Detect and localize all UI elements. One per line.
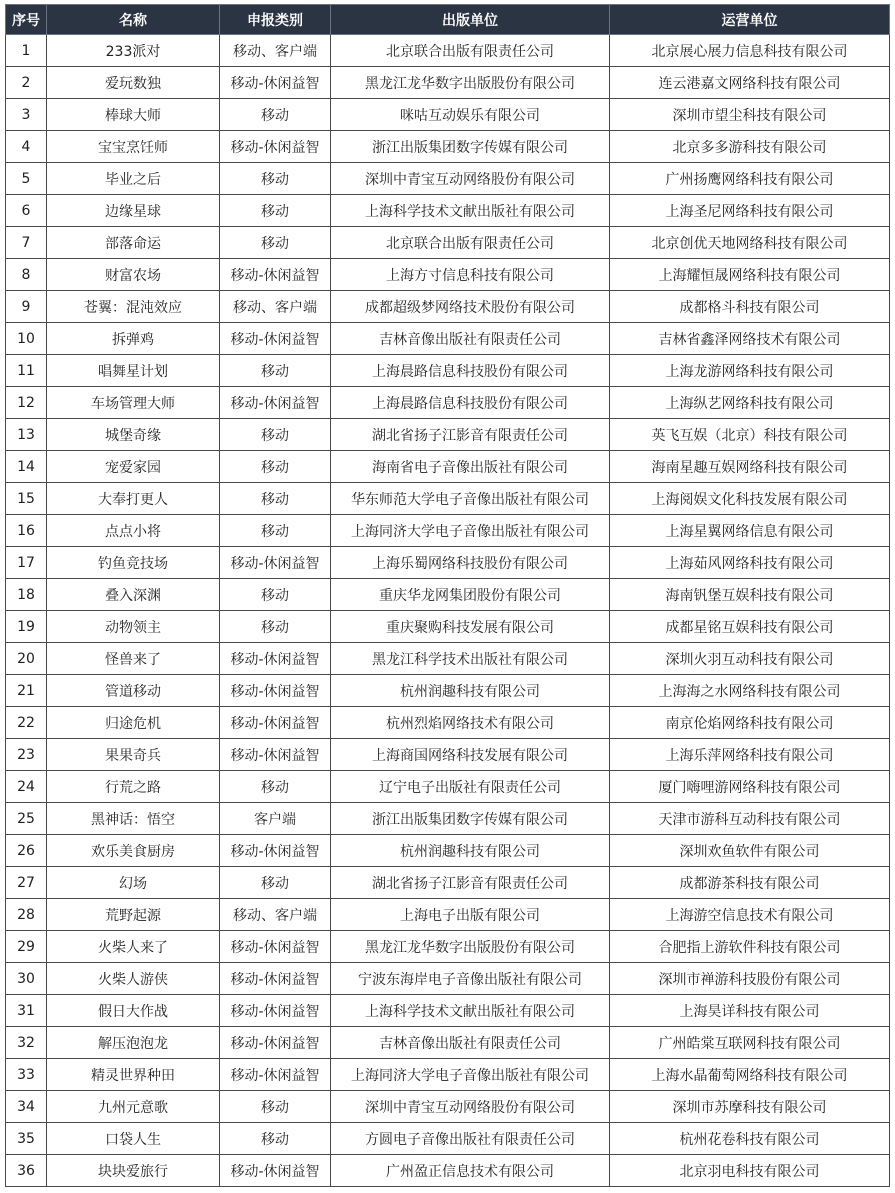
cell-index: 32	[6, 1027, 47, 1059]
table-row	[6, 707, 890, 739]
cell-game-name: 宠爱家园	[47, 451, 220, 483]
cell-publisher: 吉林音像出版社有限责任公司	[331, 323, 610, 355]
cell-category: 移动	[220, 163, 331, 195]
cell-game-name: 车场管理大师	[47, 387, 220, 419]
cell-category: 移动-休闲益智	[220, 963, 331, 995]
cell-operator: 连云港嘉文网络科技有限公司	[610, 67, 890, 99]
cell-index: 30	[6, 963, 47, 995]
cell-game-name: 宝宝烹饪师	[47, 131, 220, 163]
cell-category: 移动	[220, 227, 331, 259]
cell-publisher: 吉林音像出版社有限责任公司	[331, 1027, 610, 1059]
cell-game-name: 块块爱旅行	[47, 1155, 220, 1187]
cell-operator: 吉林省鑫泽网络技术有限公司	[610, 323, 890, 355]
cell-category: 移动	[220, 195, 331, 227]
cell-operator: 上海龙游网络科技有限公司	[610, 355, 890, 387]
cell-index: 29	[6, 931, 47, 963]
cell-operator: 上海阅娱文化科技发展有限公司	[610, 483, 890, 515]
cell-publisher: 华东师范大学电子音像出版社有限公司	[331, 483, 610, 515]
cell-publisher: 上海电子出版有限公司	[331, 899, 610, 931]
cell-operator: 杭州花卷科技有限公司	[610, 1123, 890, 1155]
cell-game-name: 口袋人生	[47, 1123, 220, 1155]
cell-category: 移动、客户端	[220, 35, 331, 67]
cell-index: 18	[6, 579, 47, 611]
cell-operator: 北京多多游科技有限公司	[610, 131, 890, 163]
cell-game-name: 幻场	[47, 867, 220, 899]
cell-publisher: 浙江出版集团数字传媒有限公司	[331, 131, 610, 163]
cell-publisher: 北京联合出版有限责任公司	[331, 227, 610, 259]
table-row	[6, 67, 890, 99]
cell-game-name: 归途危机	[47, 707, 220, 739]
cell-operator: 上海昊详科技有限公司	[610, 995, 890, 1027]
table-row	[6, 675, 890, 707]
cell-game-name: 火柴人游侠	[47, 963, 220, 995]
cell-game-name: 苍翼：混沌效应	[47, 291, 220, 323]
cell-operator: 深圳市苏摩科技有限公司	[610, 1091, 890, 1123]
cell-game-name: 精灵世界种田	[47, 1059, 220, 1091]
cell-operator: 天津市游科互动科技有限公司	[610, 803, 890, 835]
game-approval-table	[5, 4, 890, 1187]
cell-publisher: 上海同济大学电子音像出版社有限公司	[331, 515, 610, 547]
cell-game-name: 火柴人来了	[47, 931, 220, 963]
cell-publisher: 成都超级梦网络技术股份有限公司	[331, 291, 610, 323]
cell-index: 11	[6, 355, 47, 387]
cell-category: 移动-休闲益智	[220, 259, 331, 291]
cell-publisher: 深圳中青宝互动网络股份有限公司	[331, 1091, 610, 1123]
cell-index: 28	[6, 899, 47, 931]
cell-game-name: 边缘星球	[47, 195, 220, 227]
cell-index: 1	[6, 35, 47, 67]
cell-category: 移动-休闲益智	[220, 675, 331, 707]
cell-category: 移动	[220, 611, 331, 643]
cell-publisher: 上海同济大学电子音像出版社有限公司	[331, 1059, 610, 1091]
cell-game-name: 怪兽来了	[47, 643, 220, 675]
cell-game-name: 城堡奇缘	[47, 419, 220, 451]
cell-category: 移动-休闲益智	[220, 707, 331, 739]
cell-operator: 北京羽电科技有限公司	[610, 1155, 890, 1187]
table-row	[6, 643, 890, 675]
cell-game-name: 欢乐美食厨房	[47, 835, 220, 867]
table-row	[6, 1123, 890, 1155]
cell-index: 21	[6, 675, 47, 707]
cell-category: 移动-休闲益智	[220, 931, 331, 963]
cell-operator: 南京伦焰网络科技有限公司	[610, 707, 890, 739]
cell-index: 36	[6, 1155, 47, 1187]
cell-operator: 上海乐萍网络科技有限公司	[610, 739, 890, 771]
cell-category: 移动-休闲益智	[220, 323, 331, 355]
cell-operator: 合肥指上游软件科技有限公司	[610, 931, 890, 963]
cell-index: 6	[6, 195, 47, 227]
cell-category: 移动	[220, 99, 331, 131]
cell-game-name: 管道移动	[47, 675, 220, 707]
cell-game-name: 叠入深渊	[47, 579, 220, 611]
cell-publisher: 广州盈正信息技术有限公司	[331, 1155, 610, 1187]
header-row	[6, 5, 890, 35]
cell-category: 移动	[220, 1091, 331, 1123]
cell-operator: 上海纵艺网络科技有限公司	[610, 387, 890, 419]
cell-category: 移动-休闲益智	[220, 1155, 331, 1187]
table-row	[6, 323, 890, 355]
cell-index: 31	[6, 995, 47, 1027]
table-row	[6, 419, 890, 451]
table-row	[6, 99, 890, 131]
cell-game-name: 拆弹鸡	[47, 323, 220, 355]
cell-category: 移动	[220, 355, 331, 387]
cell-index: 34	[6, 1091, 47, 1123]
cell-operator: 上海海之水网络科技有限公司	[610, 675, 890, 707]
cell-category: 移动、客户端	[220, 291, 331, 323]
header-name: 名称	[47, 5, 220, 35]
cell-category: 移动-休闲益智	[220, 739, 331, 771]
cell-category: 移动-休闲益智	[220, 643, 331, 675]
cell-game-name: 动物领主	[47, 611, 220, 643]
cell-category: 移动、客户端	[220, 899, 331, 931]
cell-publisher: 上海晨路信息科技股份有限公司	[331, 387, 610, 419]
cell-category: 移动-休闲益智	[220, 131, 331, 163]
cell-category: 移动	[220, 419, 331, 451]
cell-index: 17	[6, 547, 47, 579]
cell-index: 19	[6, 611, 47, 643]
cell-publisher: 黑龙江科学技术出版社有限公司	[331, 643, 610, 675]
cell-game-name: 果果奇兵	[47, 739, 220, 771]
cell-operator: 深圳市望尘科技有限公司	[610, 99, 890, 131]
cell-publisher: 黑龙江龙华数字出版股份有限公司	[331, 67, 610, 99]
cell-index: 24	[6, 771, 47, 803]
cell-operator: 成都格斗科技有限公司	[610, 291, 890, 323]
table-row	[6, 451, 890, 483]
cell-game-name: 黑神话：悟空	[47, 803, 220, 835]
cell-publisher: 宁波东海岸电子音像出版社有限公司	[331, 963, 610, 995]
cell-publisher: 海南省电子音像出版社有限公司	[331, 451, 610, 483]
cell-category: 移动	[220, 451, 331, 483]
cell-category: 移动-休闲益智	[220, 995, 331, 1027]
cell-game-name: 棒球大师	[47, 99, 220, 131]
table-row	[6, 867, 890, 899]
cell-game-name: 假日大作战	[47, 995, 220, 1027]
cell-publisher: 上海科学技术文献出版社有限公司	[331, 195, 610, 227]
table-row	[6, 483, 890, 515]
cell-category: 移动	[220, 867, 331, 899]
cell-publisher: 咪咕互动娱乐有限公司	[331, 99, 610, 131]
cell-index: 27	[6, 867, 47, 899]
table-row	[6, 131, 890, 163]
header-index: 序号	[6, 5, 47, 35]
cell-game-name: 部落命运	[47, 227, 220, 259]
cell-operator: 广州皓棠互联网科技有限公司	[610, 1027, 890, 1059]
cell-index: 20	[6, 643, 47, 675]
table-row	[6, 1091, 890, 1123]
cell-game-name: 解压泡泡龙	[47, 1027, 220, 1059]
cell-publisher: 上海晨路信息科技股份有限公司	[331, 355, 610, 387]
cell-operator: 北京创优天地网络科技有限公司	[610, 227, 890, 259]
cell-publisher: 深圳中青宝互动网络股份有限公司	[331, 163, 610, 195]
cell-index: 10	[6, 323, 47, 355]
cell-category: 移动-休闲益智	[220, 67, 331, 99]
cell-category: 移动	[220, 1123, 331, 1155]
cell-operator: 成都星铭互娱科技有限公司	[610, 611, 890, 643]
table-row	[6, 931, 890, 963]
table-row	[6, 771, 890, 803]
cell-publisher: 黑龙江龙华数字出版股份有限公司	[331, 931, 610, 963]
table-row	[6, 1027, 890, 1059]
cell-game-name: 233派对	[47, 35, 220, 67]
cell-publisher: 上海商国网络科技发展有限公司	[331, 739, 610, 771]
cell-game-name: 毕业之后	[47, 163, 220, 195]
cell-game-name: 财富农场	[47, 259, 220, 291]
cell-game-name: 大奉打更人	[47, 483, 220, 515]
cell-index: 7	[6, 227, 47, 259]
cell-index: 26	[6, 835, 47, 867]
table-header	[6, 5, 890, 35]
cell-index: 16	[6, 515, 47, 547]
cell-game-name: 点点小将	[47, 515, 220, 547]
table-row	[6, 35, 890, 67]
cell-operator: 海南星趣互娱网络科技有限公司	[610, 451, 890, 483]
table-row	[6, 547, 890, 579]
table-row	[6, 195, 890, 227]
cell-operator: 成都游茶科技有限公司	[610, 867, 890, 899]
cell-operator: 上海耀恒晟网络科技有限公司	[610, 259, 890, 291]
header-category: 申报类别	[220, 5, 331, 35]
cell-index: 3	[6, 99, 47, 131]
header-operator: 运营单位	[610, 5, 890, 35]
cell-category: 移动	[220, 771, 331, 803]
cell-index: 12	[6, 387, 47, 419]
cell-game-name: 九州元意歌	[47, 1091, 220, 1123]
cell-category: 移动	[220, 515, 331, 547]
cell-operator: 海南钒堡互娱科技有限公司	[610, 579, 890, 611]
cell-operator: 北京展心展力信息科技有限公司	[610, 35, 890, 67]
cell-operator: 上海圣尼网络科技有限公司	[610, 195, 890, 227]
header-publisher: 出版单位	[331, 5, 610, 35]
cell-index: 33	[6, 1059, 47, 1091]
cell-publisher: 重庆聚购科技发展有限公司	[331, 611, 610, 643]
cell-index: 4	[6, 131, 47, 163]
cell-operator: 广州扬鹰网络科技有限公司	[610, 163, 890, 195]
cell-index: 5	[6, 163, 47, 195]
table-row	[6, 291, 890, 323]
cell-operator: 厦门嗨哩游网络科技有限公司	[610, 771, 890, 803]
cell-publisher: 湖北省扬子江影音有限责任公司	[331, 867, 610, 899]
cell-category: 移动-休闲益智	[220, 1027, 331, 1059]
cell-publisher: 杭州润趣科技有限公司	[331, 675, 610, 707]
cell-index: 35	[6, 1123, 47, 1155]
table-row	[6, 963, 890, 995]
cell-index: 14	[6, 451, 47, 483]
cell-category: 客户端	[220, 803, 331, 835]
table-row	[6, 739, 890, 771]
cell-operator: 深圳火羽互动科技有限公司	[610, 643, 890, 675]
table-row	[6, 611, 890, 643]
table-row	[6, 1059, 890, 1091]
cell-publisher: 湖北省扬子江影音有限责任公司	[331, 419, 610, 451]
cell-index: 23	[6, 739, 47, 771]
table-row	[6, 227, 890, 259]
cell-index: 9	[6, 291, 47, 323]
cell-publisher: 上海乐蜀网络科技股份有限公司	[331, 547, 610, 579]
table-row	[6, 995, 890, 1027]
cell-publisher: 辽宁电子出版社有限责任公司	[331, 771, 610, 803]
cell-publisher: 上海方寸信息科技有限公司	[331, 259, 610, 291]
cell-publisher: 浙江出版集团数字传媒有限公司	[331, 803, 610, 835]
table-row	[6, 1155, 890, 1187]
cell-index: 25	[6, 803, 47, 835]
cell-publisher: 重庆华龙网集团股份有限公司	[331, 579, 610, 611]
cell-publisher: 北京联合出版有限责任公司	[331, 35, 610, 67]
cell-game-name: 荒野起源	[47, 899, 220, 931]
cell-category: 移动-休闲益智	[220, 1059, 331, 1091]
table-row	[6, 835, 890, 867]
cell-operator: 深圳欢鱼软件有限公司	[610, 835, 890, 867]
table-row	[6, 579, 890, 611]
cell-index: 8	[6, 259, 47, 291]
cell-game-name: 行荒之路	[47, 771, 220, 803]
table-row	[6, 803, 890, 835]
cell-index: 13	[6, 419, 47, 451]
cell-publisher: 方圆电子音像出版社有限责任公司	[331, 1123, 610, 1155]
cell-game-name: 唱舞星计划	[47, 355, 220, 387]
cell-category: 移动-休闲益智	[220, 387, 331, 419]
cell-publisher: 杭州烈焰网络技术有限公司	[331, 707, 610, 739]
table-row	[6, 355, 890, 387]
cell-category: 移动-休闲益智	[220, 547, 331, 579]
cell-operator: 上海茹风网络科技有限公司	[610, 547, 890, 579]
cell-operator: 英飞互娱（北京）科技有限公司	[610, 419, 890, 451]
table-row	[6, 387, 890, 419]
cell-operator: 上海游空信息技术有限公司	[610, 899, 890, 931]
cell-category: 移动-休闲益智	[220, 835, 331, 867]
cell-operator: 深圳市禅游科技股份有限公司	[610, 963, 890, 995]
cell-operator: 上海水晶葡萄网络科技有限公司	[610, 1059, 890, 1091]
cell-game-name: 爱玩数独	[47, 67, 220, 99]
cell-index: 22	[6, 707, 47, 739]
table-row	[6, 163, 890, 195]
cell-publisher: 杭州润趣科技有限公司	[331, 835, 610, 867]
cell-category: 移动	[220, 579, 331, 611]
cell-operator: 上海星翼网络信息有限公司	[610, 515, 890, 547]
table-body	[6, 35, 890, 1187]
cell-category: 移动	[220, 483, 331, 515]
cell-index: 15	[6, 483, 47, 515]
cell-game-name: 钓鱼竞技场	[47, 547, 220, 579]
cell-index: 2	[6, 67, 47, 99]
game-approval-table-container	[5, 4, 889, 1187]
table-row	[6, 899, 890, 931]
table-row	[6, 515, 890, 547]
cell-publisher: 上海科学技术文献出版社有限公司	[331, 995, 610, 1027]
table-row	[6, 259, 890, 291]
